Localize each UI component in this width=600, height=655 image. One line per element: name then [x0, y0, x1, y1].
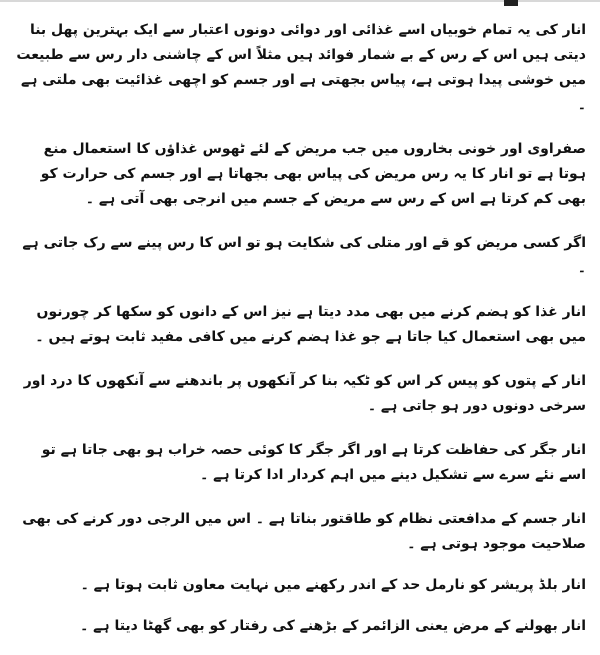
- paragraph-nausea: اگر کسی مریض کو قے اور متلی کی شکایت ہو تو اس کا رس پینے سے رک جاتی ہے ۔: [22, 235, 586, 276]
- paragraph-pomegranate-benefits: انار کی یہ تمام خوبیاں اسے غذائی اور دوائی دونوں اعتبار سے ایک بہترین پھل بنا دیتی ہیں اس کے رس کے بے شمار فوائد ہیں مثلاً اس کے چاشنی دار رس سے طبیعت میں خوشی پیدا ہوتی ہے، پیاس بجھتی ہے اور جسم کو اچھی غذائیت بھی ملتی ہے ۔: [16, 22, 586, 113]
- paragraph-eye-leaves: انار کے پتوں کو پیس کر اس کو ٹکیہ بنا کر آنکھوں پر باندھنے سے آنکھوں کا درد اور سرخی دونوں دور ہو جاتی ہے ۔: [23, 373, 586, 414]
- top-mark: [504, 0, 518, 6]
- paragraph-blood-pressure: انار بلڈ پریشر کو نارمل حد کے اندر رکھنے میں نہایت معاون ثابت ہوتا ہے ۔: [80, 577, 586, 593]
- paragraph-liver: انار جگر کی حفاظت کرتا ہے اور اگر جگر کا کوئی حصہ خراب ہو بھی جاتا ہے تو اسے نئے سرے سے تشکیل دینے میں اہم کردار ادا کرتا ہے ۔: [41, 442, 586, 483]
- article-body: [14, 18, 586, 655]
- paragraph-alzheimer: انار بھولنے کے مرض یعنی الزائمر کے بڑھنے کی رفتار کو بھی گھٹا دیتا ہے ۔: [80, 618, 586, 634]
- paragraph-digestion: انار غذا کو ہضم کرنے میں بھی مدد دیتا ہے نیز اس کے دانوں کو سکھا کر چورنوں میں بھی استعمال کیا جاتا ہے جو غذا ہضم کرنے میں کافی مفید ثابت ہوتے ہیں ۔: [35, 304, 586, 345]
- paragraph-immunity: انار جسم کے مدافعتی نظام کو طاقتور بناتا ہے ۔ اس میں الرجی دور کرنے کی بھی صلاحیت موجود ہوتی ہے ۔: [22, 511, 586, 552]
- paragraph-fever-juice: صفراوی اور خونی بخاروں میں جب مریض کے لئے ٹھوس غذاؤں کا استعمال منع ہوتا ہے تو انار کا یہ رس مریض کی پیاس بھی بجھاتا ہے اور جسم کی حرارت کو بھی کم کرتا ہے اس کے رس سے مریض کے جسم میں انرجی بھی آتی ہے ۔: [40, 141, 586, 207]
